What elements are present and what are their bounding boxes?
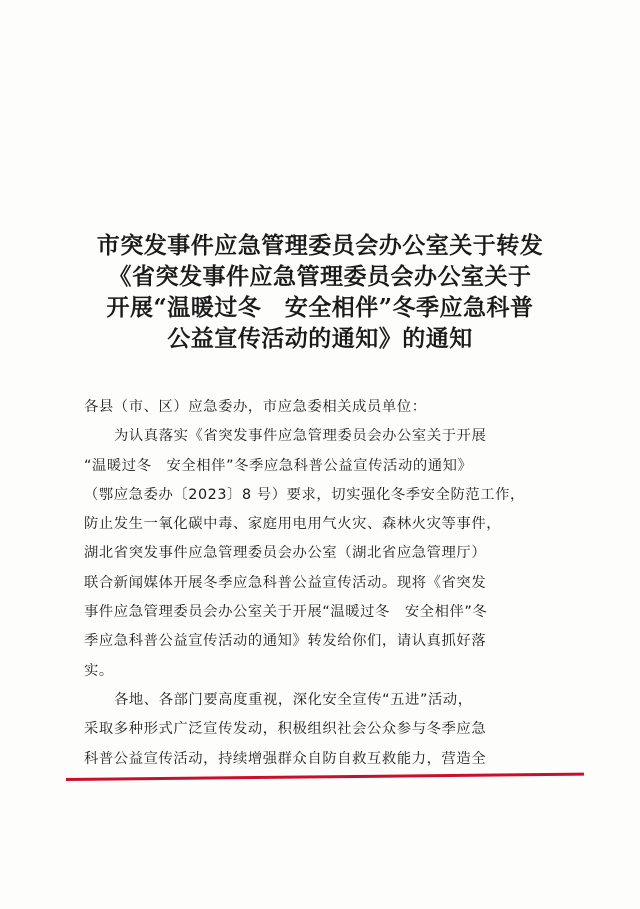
paragraph-1-line: “温暖过冬 安全相伴”冬季应急科普公益宣传活动的通知》: [84, 457, 473, 474]
paragraph-1-line: 实。: [84, 662, 114, 679]
paragraph-1-line: 防止发生一氧化碳中毒、家庭用电用气火灾、森林火灾等事件，: [84, 516, 502, 533]
title-line-3: 开展“温暖过冬 安全相伴”冬季应急科普: [106, 294, 534, 321]
paragraph-1-line: 事件应急管理委员会办公室关于开展“温暖过冬 安全相伴”冬: [84, 604, 488, 621]
title-line-4: 公益宣传活动的通知》的通知: [167, 325, 473, 352]
title-line-1: 市突发事件应急管理委员会办公室关于转发: [96, 232, 544, 259]
salutation: 各县（市、区）应急委办，市应急委相关成员单位：: [84, 399, 427, 415]
paragraph-1-line: 为认真落实《省突发事件应急管理委员会办公室关于开展: [114, 428, 487, 445]
title-line-2: 《省突发事件应急管理委员会办公室关于: [108, 263, 532, 290]
paragraph-1-line: 联合新闻媒体开展冬季应急科普公益宣传活动。现将《省突发: [84, 574, 487, 591]
paragraph-2-line: 采取多种形式广泛宣传发动，积极组织社会公众参与冬季应急: [84, 721, 487, 738]
paragraph-1-line: 湖北省突发事件应急管理委员会办公室（湖北省应急管理厅）: [84, 545, 487, 562]
paragraph-2-line: 各地、各部门要高度重视，深化安全宣传“五进”活动，: [114, 691, 473, 708]
paragraph-2-line: 科普公益宣传活动，持续增强群众自防自救互救能力，营造全: [84, 750, 487, 767]
paragraph-1-line: （鄂应急委办〔2023〕8 号）要求，切实强化冬季安全防范工作，: [84, 486, 525, 503]
document-title: [60, 230, 580, 354]
document-body: [84, 393, 564, 774]
paragraph-1-line: 季应急科普公益宣传活动的通知》转发给你们，请认真抓好落: [84, 633, 487, 650]
